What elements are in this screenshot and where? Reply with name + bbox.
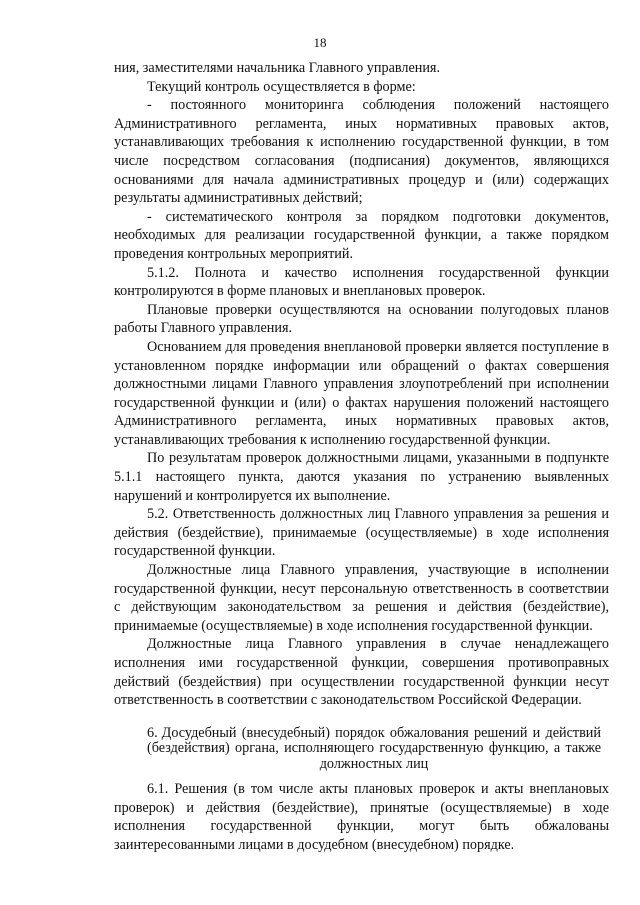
paragraph-5-1-2: 5.1.2. Полнота и качество исполнения государственной функции контролируются в форме плановых и внеплановых проверок. <box>114 264 609 300</box>
section-heading-text: Досудебный (внесудебный) порядок обжалования решений и действий (бездействия) органа, исполняющего государственную функцию, а также должностных лиц <box>147 724 601 772</box>
paragraph-systematic-control-item: - систематического контроля за порядком подготовки документов, необходимых для реализации государственной функции, а также порядком проведения контрольных мероприятий. <box>114 208 609 262</box>
paragraph-inspection-results: По результатам проверок должностными лицами, указанными в подпункте 5.1.1 настоящего пункта, даются указания по устранению выявленных нарушений и контролируется их выполнение. <box>114 450 609 504</box>
paragraph-improper-execution: Должностные лица Главного управления в случае ненадлежащего исполнения ими государственной функции, совершения противоправных действий (бездействия) при осуществлении государственной функции несут ответственность в соответствии с законодательством Российской Федерации. <box>114 636 609 709</box>
paragraph-continuation: ния, заместителями начальника Главного управления. <box>114 60 441 76</box>
paragraph-current-control: Текущий контроль осуществляется в форме: <box>147 78 416 95</box>
paragraph-5-2: 5.2. Ответственность должностных лиц Главного управления за решения и действия (бездействие), принимаемые (осуществляемые) в ходе исполнения государственной функции. <box>114 506 609 560</box>
paragraph-personal-responsibility: Должностные лица Главного управления, участвующие в исполнении государственной функции, несут персональную ответственность в соответствии с действующим законодательством за решения и действия (бездействие), принимаемые (осуществляемые) в ходе исполнения государственной функции. <box>114 562 609 634</box>
section-heading-number: 6. <box>147 724 158 741</box>
paragraph-planned-inspections: Плановые проверки осуществляются на основании полугодовых планов работы Главного управления. <box>114 301 609 337</box>
section-heading-6 <box>114 726 609 773</box>
page-number: 18 <box>313 35 327 50</box>
document-body <box>114 59 609 855</box>
paragraph-unplanned-inspection-basis: Основанием для проведения внеплановой проверки является поступление в установленном порядке информации или обращений о фактах совершения должностными лицами Главного управления злоупотреблений при исполнении государственной функции и (или) о фактах нарушения положений настоящего Административного регламента, иных нормативных правовых актов, устанавливающих требования к исполнению государственной функции. <box>114 338 609 448</box>
paragraph-monitoring-item: - постоянного мониторинга соблюдения положений настоящего Административного регламента, иных нормативных правовых актов, устанавливающих требования к исполнению государственной функции, в том числе посредством согласования (подписания) документов, являющихся основаниями для начала административных процедур и (или) содержащих результаты административных действий; <box>114 97 609 207</box>
paragraph-6-1: 6.1. Решения (в том числе акты плановых проверок и акты внеплановых проверок) и действия (бездействие), принятые (осуществляемые) в ходе исполнения государственной функции, могут быть обжалованы заинтересованными лицами в досудебном (внесудебном) порядке. <box>114 781 609 854</box>
